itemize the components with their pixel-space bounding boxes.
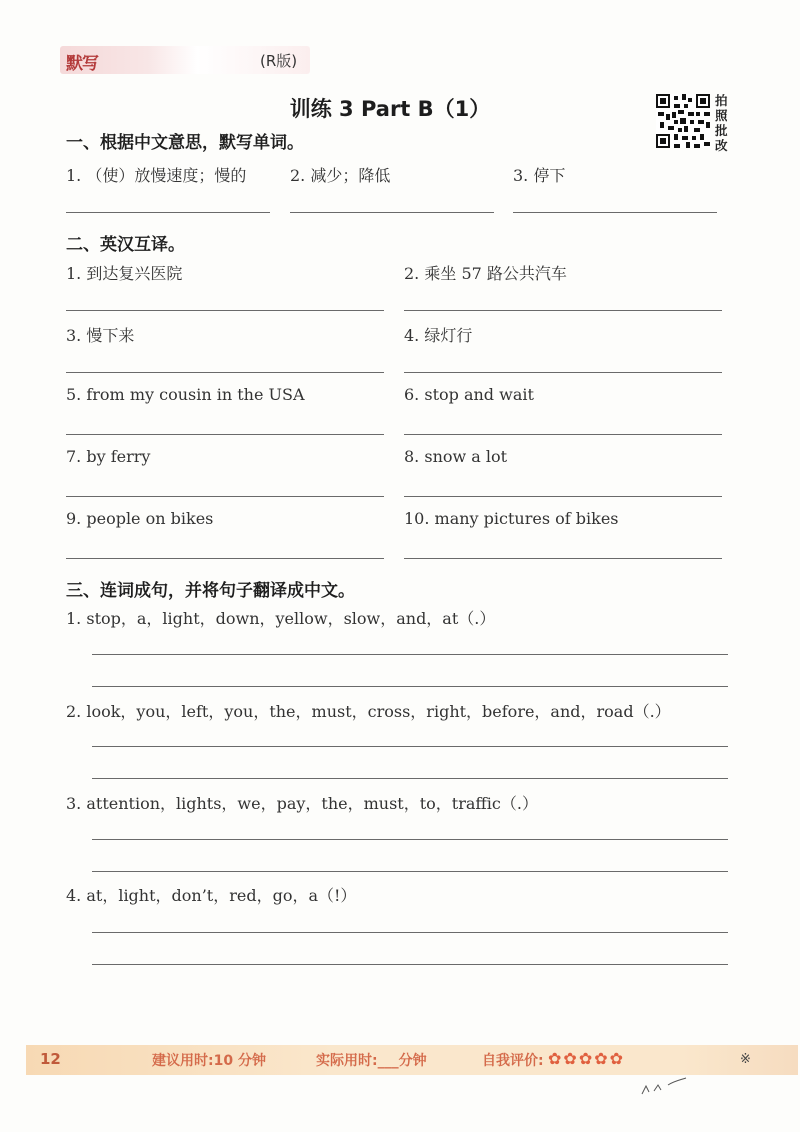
section1-item-3: 3. 停下: [513, 166, 566, 185]
answer-line[interactable]: [404, 434, 722, 435]
answer-line[interactable]: [404, 310, 722, 311]
answer-line[interactable]: [66, 434, 384, 435]
answer-line[interactable]: [66, 558, 384, 559]
section1-item-2: 2. 减少；降低: [290, 166, 391, 185]
header-edition-label: (R版): [260, 52, 298, 70]
margin-mark: ※: [740, 1052, 751, 1067]
answer-line[interactable]: [66, 372, 384, 373]
page-number: 12: [40, 1050, 61, 1068]
suggested-time: 建议用时:10 分钟: [152, 1053, 266, 1069]
section3-item-2: 2. look，you，left，you，the，must，cross，right，before，and，road（.）: [66, 702, 671, 721]
answer-line[interactable]: [92, 964, 728, 965]
answer-line[interactable]: [66, 310, 384, 311]
section2-item-8: 8. snow a lot: [404, 447, 508, 466]
pencil-scribble-icon: [640, 1076, 690, 1098]
answer-line[interactable]: [92, 778, 728, 779]
answer-line[interactable]: [66, 212, 270, 213]
self-evaluation-label: 自我评价:: [482, 1053, 544, 1069]
answer-line[interactable]: [92, 746, 728, 747]
section3-heading: 三、连词成句，并将句子翻译成中文。: [66, 581, 355, 601]
section2-item-10: 10. many pictures of bikes: [404, 509, 619, 528]
section2-item-9: 9. people on bikes: [66, 509, 214, 528]
answer-line[interactable]: [92, 932, 728, 933]
answer-line[interactable]: [404, 372, 722, 373]
section2-item-3: 3. 慢下来: [66, 326, 135, 345]
answer-line[interactable]: [513, 212, 717, 213]
answer-line[interactable]: [404, 496, 722, 497]
qr-code-icon[interactable]: [656, 94, 710, 148]
section2-item-5: 5. from my cousin in the USA: [66, 385, 305, 404]
section2-item-6: 6. stop and wait: [404, 385, 534, 404]
section1-item-1: 1. （使）放慢速度；慢的: [66, 166, 247, 185]
answer-line[interactable]: [66, 496, 384, 497]
answer-line[interactable]: [92, 686, 728, 687]
answer-line[interactable]: [92, 654, 728, 655]
self-evaluation-stars[interactable]: ✿✿✿✿✿: [548, 1049, 626, 1068]
section2-item-7: 7. by ferry: [66, 447, 151, 466]
section2-item-4: 4. 绿灯行: [404, 326, 473, 345]
answer-line[interactable]: [92, 839, 728, 840]
section1-heading: 一、根据中文意思，默写单词。: [66, 133, 304, 153]
page-title: 训练 3 Part B（1）: [289, 97, 491, 121]
answer-line[interactable]: [404, 558, 722, 559]
section2-item-1: 1. 到达复兴医院: [66, 264, 183, 283]
section2-item-2: 2. 乘坐 57 路公共汽车: [404, 264, 567, 283]
section3-item-3: 3. attention，lights，we，pay，the，must，to，traffic（.）: [66, 794, 538, 813]
section3-item-1: 1. stop，a，light，down，yellow，slow，and，at（.）: [66, 609, 496, 628]
section3-item-4: 4. at，light，don’t，red，go，a（!）: [66, 886, 357, 905]
header-left-label: 默写: [66, 54, 98, 74]
section2-heading: 二、英汉互译。: [66, 235, 185, 255]
answer-line[interactable]: [92, 871, 728, 872]
answer-line[interactable]: [290, 212, 494, 213]
actual-time: 实际用时:___分钟: [316, 1053, 427, 1069]
qr-caption: 拍照批改: [715, 93, 728, 153]
